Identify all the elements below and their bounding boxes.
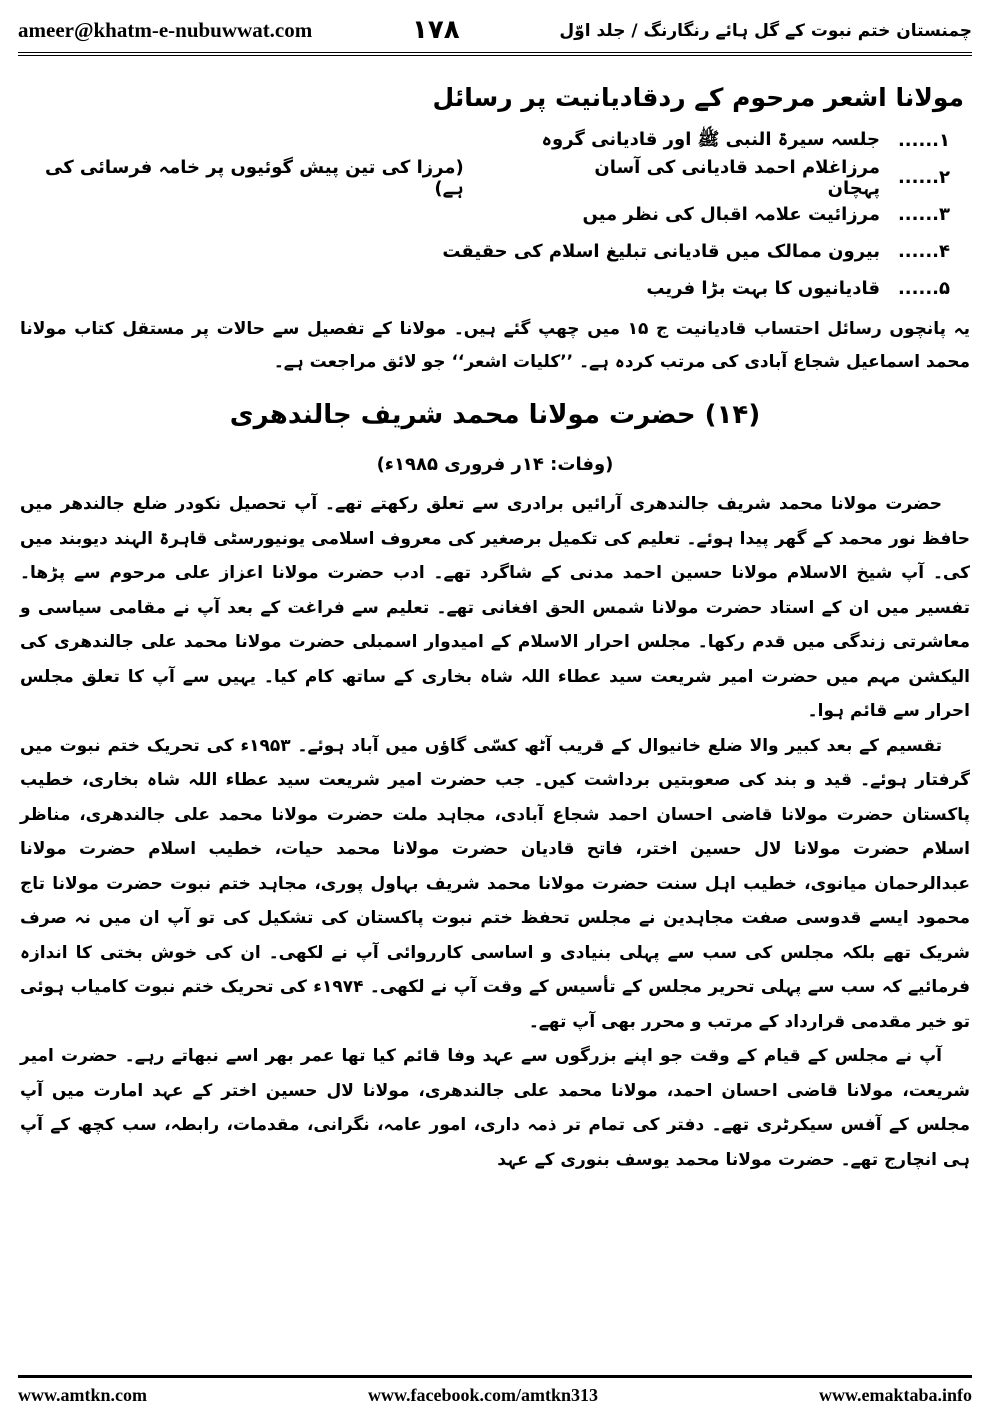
biography-text <box>20 487 970 1177</box>
tract-list <box>20 122 970 307</box>
tract-number: ۱...... <box>897 130 950 151</box>
list-item <box>20 270 950 307</box>
closing-paragraph: یہ پانچوں رسائل احتساب قادیانیت ج ۱۵ میں چھپ گئے ہیں۔ مولانا کے تفصیل سے حالات پر مستقل کتاب مولانا محمد اسماعیل شجاع آبادی کی مرتب کردہ ہے۔ ’’کلیات اشعر‘‘ جو لائق مراجعت ہے۔ <box>20 319 970 372</box>
footer-link-emaktaba[interactable]: www.emaktaba.info <box>818 1384 972 1405</box>
tract-note: (مرزا کی تین پیش گوئیوں پر خامہ فرسائی کی ہے) <box>44 156 464 199</box>
tract-number: ۴...... <box>897 241 950 262</box>
tract-title: مرزائیت علامہ اقبال کی نظر میں <box>582 204 880 225</box>
tract-number: ۳...... <box>897 204 950 225</box>
footer-link-amtkn[interactable]: www.amtkn.com <box>18 1384 147 1405</box>
book-title: چمنستان ختم نبوت کے گل ہائے رنگارنگ / جلد اوّل <box>559 20 972 41</box>
paragraph: تقسیم کے بعد کبیر والا ضلع خانیوال کے قریب آٹھ کسّی گاؤں میں آباد ہوئے۔ ۱۹۵۳ء کی تحریک ختم نبوت میں گرفتار ہوئے۔ قید و بند کی صعوبتیں برداشت کیں۔ جب حضرت امیر شریعت سید عطاء اللہ شاہ بخاری، خطیب پاکستان حضرت مولانا قاضی احسان احمد شجاع آبادی، مجاہد ملت حضرت مولانا محمد علی جالندھری، مناظر اسلام حضرت مولانا لال حسین اختر، فاتح قادیان حضرت مولانا محمد حیات، خطیب اسلام حضرت مولانا عبدالرحمان میانوی، خطیب اہل سنت حضرت مولانا محمد شریف بہاول پوری، مجاہد ختم نبوت حضرت مولانا تاج محمود ایسے قدوسی صفت مجاہدین نے مجلس تحفظ ختم نبوت پاکستان کی تشکیل کی تو آپ ان میں نہ صرف شریک تھے بلکہ مجلس کی سب سے پہلی بنیادی و اساسی کارروائی آپ نے لکھی۔ ان کی خوش بختی کا اندازہ فرمائیے کہ سب سے پہلی تحریر مجلس کے تأسیس کے وقت آپ نے لکھی۔ ۱۹۷۴ء کی تحریک ختم نبوت کامیاب ہوئی تو خیر مقدمی قرارداد کے مرتب و محرر بھی آپ تھے۔ <box>20 735 970 1032</box>
list-item <box>20 156 950 199</box>
section-heading: مولانا اشعر مرحوم کے ردقادیانیت پر رسائل <box>432 83 964 112</box>
page-body <box>20 78 970 1177</box>
tract-title: قادیانیوں کا بہت بڑا فریب <box>646 278 880 299</box>
page-header <box>18 8 972 56</box>
list-item <box>20 196 950 233</box>
tract-number: ۲...... <box>897 167 950 188</box>
list-item <box>20 122 950 159</box>
tract-number: ۵...... <box>897 278 950 299</box>
header-email[interactable]: ameer@khatm-e-nubuwwat.com <box>18 17 313 42</box>
footer-link-facebook[interactable]: www.facebook.com/amtkn313 <box>367 1384 598 1405</box>
tract-title: مرزاغلام احمد قادیانی کی آسان پہچان <box>594 156 880 199</box>
page-number: ۱۷۸ <box>412 15 460 45</box>
tract-title: بیرون ممالک میں قادیانی تبلیغ اسلام کی حقیقت <box>442 241 880 262</box>
paragraph: حضرت مولانا محمد شریف جالندھری آرائیں برادری سے تعلق رکھتے تھے۔ آپ تحصیل نکودر ضلع جالندھر میں حافظ نور محمد کے گھر پیدا ہوئے۔ تعلیم کی تکمیل برصغیر کی معروف اسلامی یونیورسٹی قاہرۃ الہند دیوبند میں کی۔ آپ شیخ الاسلام مولانا حسین احمد مدنی کے شاگرد تھے۔ ادب حضرت مولانا اعزاز علی مرحوم سے پڑھا۔ تفسیر میں ان کے استاد حضرت مولانا شمس الحق افغانی تھے۔ تعلیم سے فراغت کے بعد آپ نے مقامی سیاسی و معاشرتی زندگی میں قدم رکھا۔ مجلس احرار الاسلام کے امیدوار اسمبلی حضرت مولانا محمد علی جالندھری کی الیکشن مہم میں حضرت امیر شریعت سید عطاء اللہ شاہ بخاری کے ساتھ کام کیا۔ یہیں سے آپ کا تعلق مجلس احرار سے قائم ہوا۔ <box>20 494 970 721</box>
list-item <box>20 233 950 270</box>
biography-heading: (۱۴) حضرت مولانا محمد شریف جالندھری <box>229 400 761 430</box>
tract-title: جلسہ سیرۃ النبی ﷺ اور قادیانی گروہ <box>541 128 880 150</box>
death-date: (وفات: ۱۴ر فروری ۱۹۸۵ء) <box>376 454 614 475</box>
paragraph: آپ نے مجلس کے قیام کے وقت جو اپنے بزرگوں سے عہد وفا قائم کیا تھا عمر بھر اسے نبھاتے رہے۔ حضرت امیر شریعت، مولانا قاضی احسان احمد، مولانا محمد علی جالندھری، مولانا لال حسین اختر کے عہد امارت میں آپ مجلس کے آفس سیکرٹری تھے۔ دفتر کی تمام تر ذمہ داری، امور عامہ، نگرانی، مقدمات، رابطہ، سب کچھ کے آپ ہی انچارج تھے۔ حضرت مولانا محمد یوسف بنوری کے عہد <box>20 1046 970 1170</box>
page-footer <box>18 1375 972 1412</box>
